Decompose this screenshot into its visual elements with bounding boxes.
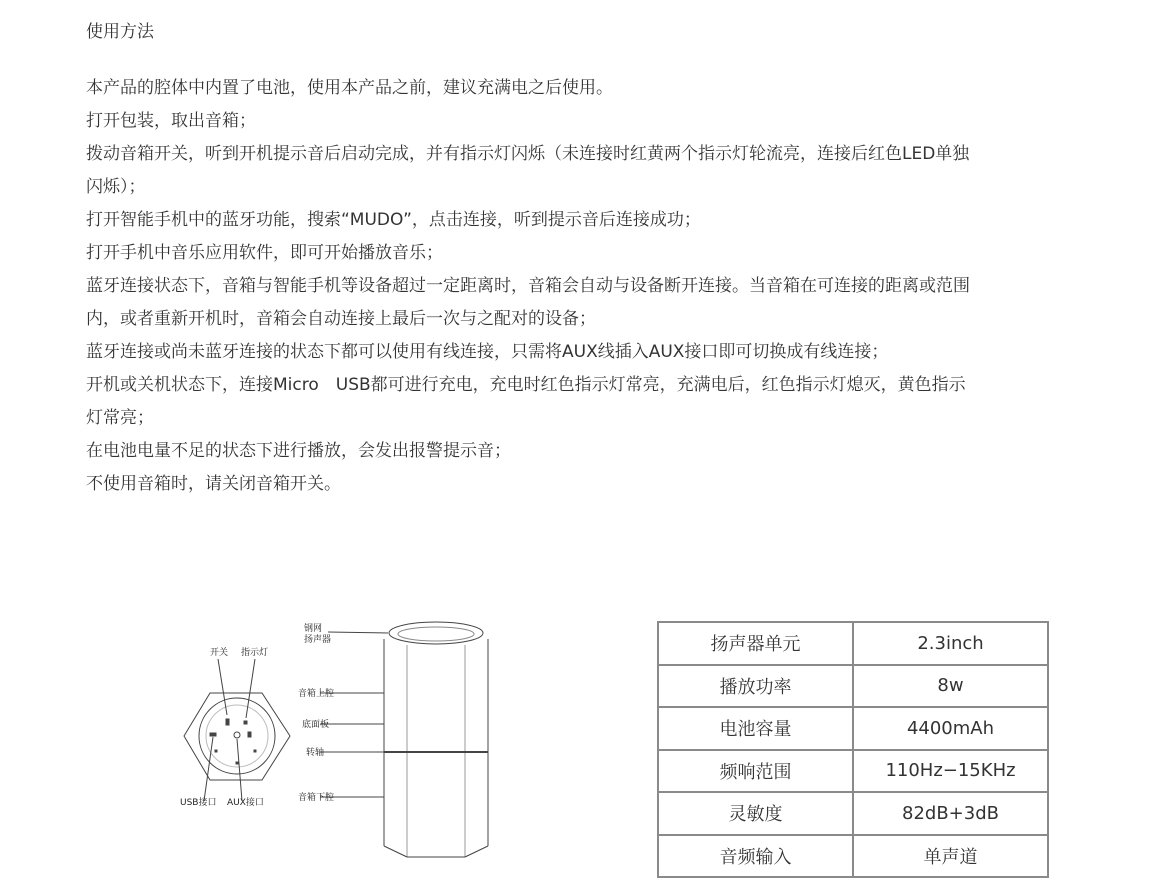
spec-key: 播放功率 xyxy=(658,665,853,708)
spec-value: 82dB+3dB xyxy=(853,792,1048,835)
table-row xyxy=(658,835,1048,878)
instruction-step: 在电池电量不足的状态下进行播放，会发出报警提示音； xyxy=(86,441,511,461)
instruction-step: 不使用音箱时，请关闭音箱开关。 xyxy=(86,474,341,494)
spec-key: 灵敏度 xyxy=(658,792,853,835)
table-row xyxy=(658,792,1048,835)
instruction-step: 蓝牙连接状态下，音箱与智能手机等设备超过一定距离时，音箱会自动与设备断开连接。当音箱在可连接的距离或范围内，或者重新开机时，音箱会自动连接上最后一次与之配对的设备； xyxy=(86,276,970,329)
spec-key: 电池容量 xyxy=(658,707,853,750)
bottom-panel-view xyxy=(184,659,290,801)
section-title: 使用方法 xyxy=(86,22,154,42)
table-row xyxy=(658,750,1048,793)
table-row xyxy=(658,622,1048,665)
instruction-step: 蓝牙连接或尚未蓝牙连接的状态下都可以使用有线连接，只需将AUX线插入AUX接口即可切换成有线连接； xyxy=(86,342,889,362)
spec-value: 单声道 xyxy=(853,835,1048,878)
instruction-list xyxy=(86,72,1006,501)
speaker-side-view xyxy=(320,622,488,857)
spec-table xyxy=(657,621,1049,878)
base-plate-label: 底面板 xyxy=(302,720,330,730)
spec-key: 扬声器单元 xyxy=(658,622,853,665)
instruction-step: 开机或关机状态下，连接Micro USB都可进行充电，充电时红色指示灯常亮，充满电后，红色指示灯熄灭，黄色指示灯常亮； xyxy=(86,375,966,428)
spec-value: 8w xyxy=(853,665,1048,708)
spec-key: 音频输入 xyxy=(658,835,853,878)
spec-key: 频响范围 xyxy=(658,750,853,793)
instruction-step: 打开智能手机中的蓝牙功能，搜索“MUDO”，点击连接，听到提示音后连接成功； xyxy=(86,210,701,230)
table-row xyxy=(658,665,1048,708)
spec-value: 4400mAh xyxy=(853,707,1048,750)
spec-value: 110Hz−15KHz xyxy=(853,750,1048,793)
axis-label: 转轴 xyxy=(306,748,325,758)
upper-cavity-label: 音箱上腔 xyxy=(298,689,335,699)
lower-cavity-label: 音箱下腔 xyxy=(298,793,335,803)
aux-port-label: AUX接口 xyxy=(227,798,264,808)
product-diagram xyxy=(170,615,550,865)
speaker-driver-label: 扬声器 xyxy=(304,635,332,645)
instruction-step: 本产品的腔体中内置了电池，使用本产品之前，建议充满电之后使用。 xyxy=(86,78,613,98)
instruction-step: 拨动音箱开关，听到开机提示音后启动完成，并有指示灯闪烁（未连接时红黄两个指示灯轮流亮，连接后红色LED单独闪烁）； xyxy=(86,144,970,197)
grille-label: 钢网 xyxy=(304,624,323,634)
speaker-diagram xyxy=(170,615,550,865)
indicator-label: 指示灯 xyxy=(241,648,269,658)
instruction-step: 打开包装，取出音箱； xyxy=(86,111,256,131)
switch-label: 开关 xyxy=(210,648,229,658)
table-row xyxy=(658,707,1048,750)
spec-value: 2.3inch xyxy=(853,622,1048,665)
usb-port-label: USB接口 xyxy=(180,798,217,808)
instruction-step: 打开手机中音乐应用软件，即可开始播放音乐； xyxy=(86,243,443,263)
